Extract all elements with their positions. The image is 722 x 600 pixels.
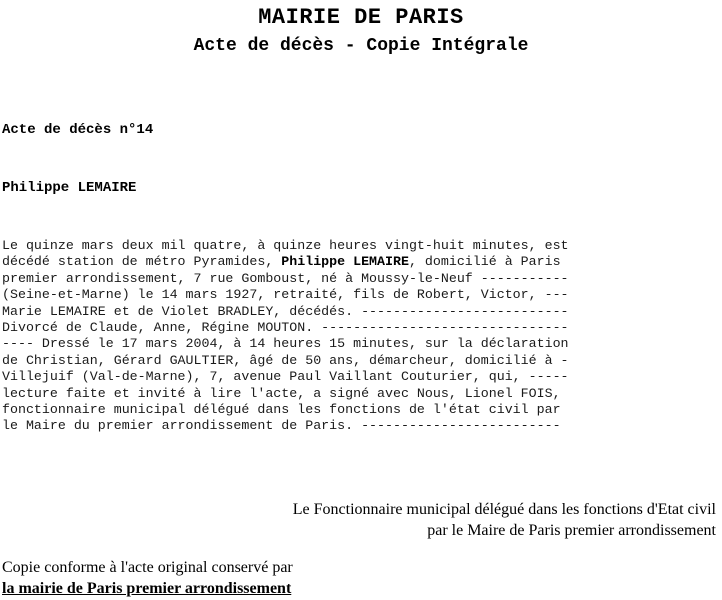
act-body-line: ---- Dressé le 17 mars 2004, à 14 heures 15 minutes, sur la déclaration [2,336,569,352]
deceased-name-inline: Philippe LEMAIRE [281,254,409,270]
act-body-line: Le quinze mars deux mil quatre, à quinze heures vingt-huit minutes, est [2,238,569,253]
act-body-line: Divorcé de Claude, Anne, Régine MOUTON. ------------------------------- [2,320,569,336]
conformity-block [2,557,293,599]
act-body-text [2,238,612,435]
act-body-line: de Christian, Gérard GAULTIER, âgé de 50 ans, démarcheur, domicilié à - [2,352,569,368]
signature-line-1: Le Fonctionnaire municipal délégué dans les fonctions d'Etat civil [292,501,716,518]
act-body-line: Marie LEMAIRE et de Violet BRADLEY, décédés. -------------------------- [2,303,569,319]
act-number-heading: Acte de décès n°14 [2,122,154,138]
document-subtitle: Acte de décès - Copie Intégrale [193,36,529,56]
act-body-line: fonctionnaire municipal délégué dans les fonctions de l'état civil par [2,402,561,418]
act-body-line: lecture faite et invité à lire l'acte, a signé avec Nous, Lionel FOIS, [2,385,561,401]
act-body-line: décédé station de métro Pyramides, Philippe LEMAIRE, domicilié à Paris [2,254,561,270]
document-header [0,4,722,60]
act-body-line: (Seine-et-Marne) le 14 mars 1927, retraité, fils de Robert, Victor, --- [2,287,569,303]
act-body-line: premier arrondissement, 7 rue Gomboust, né à Moussy-le-Neuf ----------- [2,270,569,286]
document-title: MAIRIE DE PARIS [258,5,464,30]
act-body-line: le Maire du premier arrondissement de Paris. ------------------------- [2,418,561,434]
signature-block [293,499,716,541]
act-body-line: Villejuif (Val-de-Marne), 7, avenue Paul Vaillant Couturier, qui, ----- [2,369,569,385]
conformity-statement: Copie conforme à l'acte original conservé par [2,559,293,576]
signature-line-2: par le Maire de Paris premier arrondissement [427,522,716,539]
conformity-office: la mairie de Paris premier arrondissement [2,580,292,597]
deceased-name-heading: Philippe LEMAIRE [2,180,137,196]
